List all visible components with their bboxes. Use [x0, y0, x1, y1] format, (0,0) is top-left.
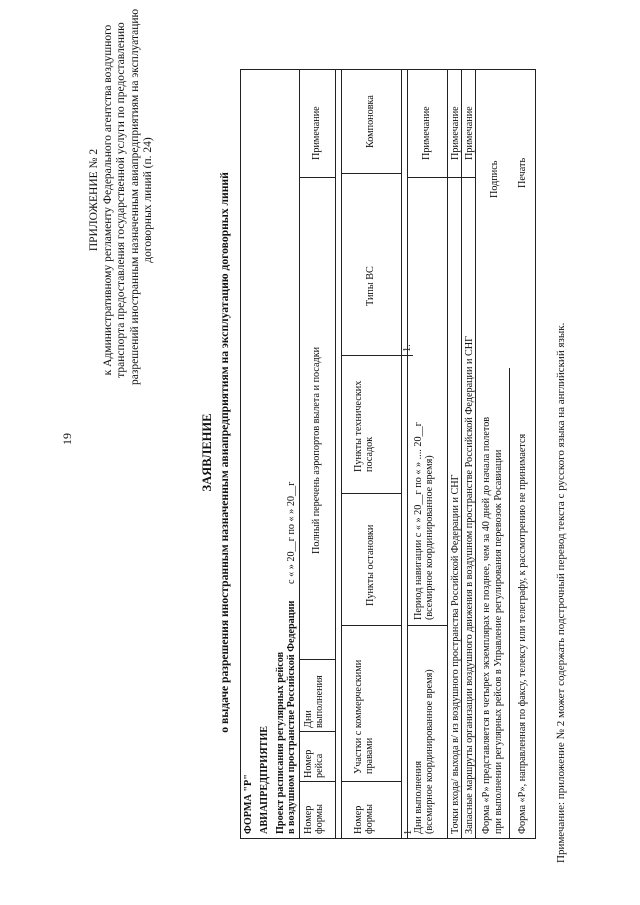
- row1-airports: Полный перечень аэропортов вылета и посадки: [311, 346, 322, 554]
- form-label: ФОРМА "Р": [243, 774, 254, 834]
- row3-remark: Примечание: [421, 106, 432, 160]
- info-line-2: при выполнении регулярных рейсов в Управление регулирования перевозок Росавиации: [493, 449, 504, 834]
- info-line-3: Форма «Р», направленная по факсу, телексу или телеграфу, к рассмотрению не принимается: [517, 433, 528, 834]
- row-marker-2: 1.: [402, 344, 413, 352]
- airline-label: АВИАПРЕДПРИЯТИЕ: [259, 725, 270, 834]
- date-range: с « » 20__г по « » 20__г: [286, 481, 297, 584]
- row1-days: Дни выполнения: [303, 675, 325, 728]
- row5-remark: Примечание: [464, 106, 475, 160]
- row2-layout: Компоновка: [365, 95, 376, 148]
- signature-label: Подпись: [489, 160, 500, 198]
- document-subtitle: о выдаче разрешения иностранным назначенным авиапредприятиям на эксплуатацию договорных линий: [218, 172, 231, 733]
- row-marker: 1: [403, 829, 414, 835]
- row2-commercial: Участки с коммерческими правами: [353, 659, 375, 774]
- row2-stops: Пункты остановки: [365, 524, 376, 606]
- seal-label: Печать: [517, 157, 528, 188]
- row4-remark: Примечание: [450, 106, 461, 160]
- row1-remark: Примечание: [311, 106, 322, 160]
- project-line-2: в воздушном пространстве Российской Федерации: [286, 600, 297, 834]
- document-title: ЗАЯВЛЕНИЕ: [200, 413, 214, 492]
- row1-form-number: Номер формы: [303, 804, 325, 834]
- appendix-line: к Административному регламенту Федерального агентства воздушного: [101, 24, 114, 376]
- appendix-header: [88, 8, 156, 385]
- appendix-line: договорных линий (п. 24): [142, 137, 155, 263]
- row2-tech-stops: Пункты технических посадок: [353, 380, 375, 472]
- row2-aircraft: Типы ВС: [365, 266, 376, 306]
- project-line-1: Проект расписания регулярных рейсов: [275, 651, 286, 834]
- form-r-table: [240, 69, 536, 839]
- row2-form-number: Номер формы: [353, 804, 375, 834]
- appendix-line: разрешений иностранным назначенным авиапредприятиям на эксплуатацию: [128, 8, 141, 385]
- footnote: Примечание: приложение № 2 может содержать подстрочный перевод текста с русского языка на английский язык.: [555, 322, 567, 863]
- appendix-heading: ПРИЛОЖЕНИЕ № 2: [88, 148, 100, 252]
- row1-flight-number: Номер рейса: [303, 749, 325, 778]
- row3-execution-days: Дни выполнения (всемирное координированное время): [413, 669, 435, 834]
- appendix-line: транспорта предоставления государственной услуги по предоставлению: [115, 22, 128, 378]
- row4-entry-exit-points: Точки входа/ выхода в/ из воздушного пространства Российской Федерации и СНГ: [450, 474, 461, 834]
- row5-alternate-routes: Запасные маршруты организации воздушного движения в воздушном пространстве Российской Федерации и СНГ: [464, 335, 475, 834]
- row3-navigation-period: Период навигации с « » 20__г по « » .... 20__г (всемирное координированное время): [413, 422, 435, 620]
- info-line-1: Форма «Р» представляется в четырех экземплярах не позднее, чем за 40 дней до начала полетов: [481, 416, 492, 834]
- page-number: 19: [60, 433, 74, 445]
